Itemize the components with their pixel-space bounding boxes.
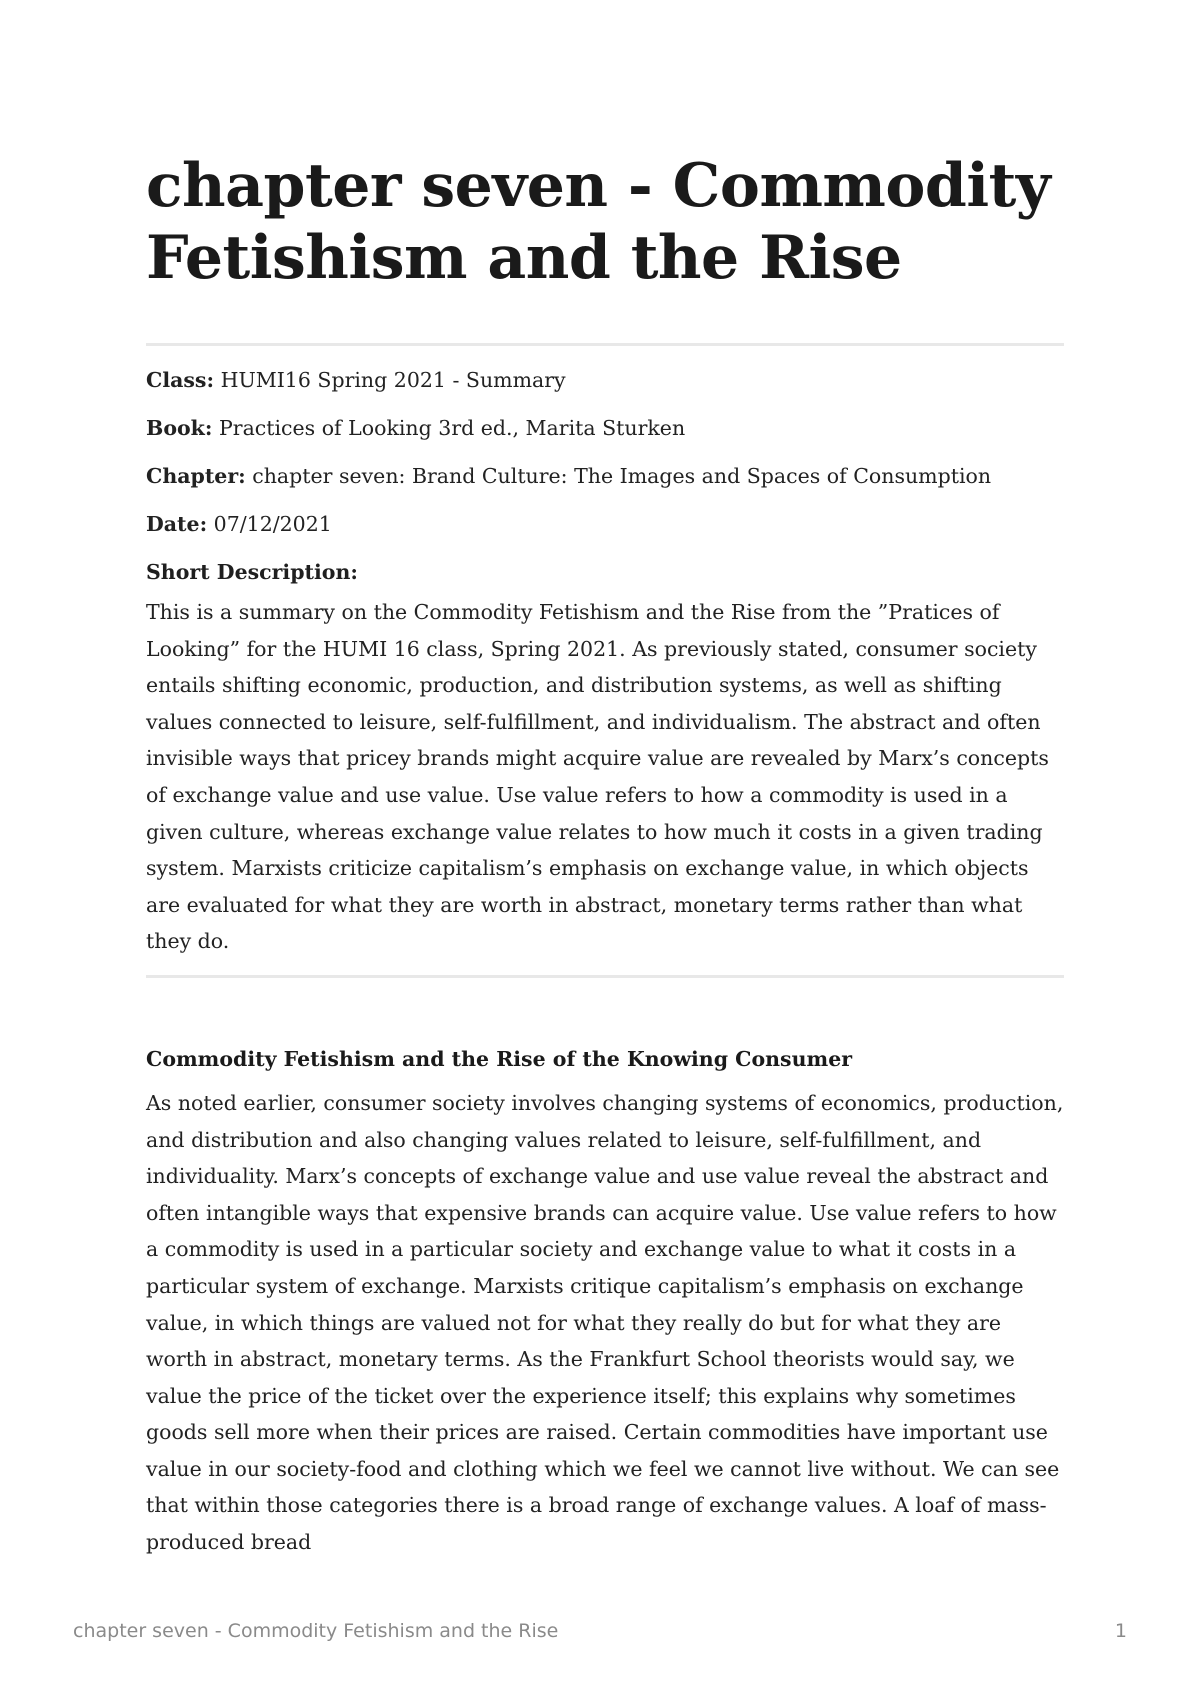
metadata-block	[146, 366, 1064, 960]
meta-date-value: 07/12/2021	[207, 512, 332, 536]
meta-book-value: Practices of Looking 3rd ed., Marita Sturken	[212, 416, 686, 440]
short-description-label: Short Description:	[146, 560, 358, 584]
document-title: chapter seven - Commodity Fetishism and the Rise	[146, 151, 1051, 293]
meta-date-label: Date:	[146, 512, 208, 536]
meta-book-label: Book:	[146, 416, 213, 440]
short-description-text: This is a summary on the Commodity Fetishism and the Rise from the ”Pratices of Looking” for the HUMI 16 class, Spring 2021. As previously stated, consumer society entails shifting economic, production, and distribution systems, as well as shifting values connected to leisure, self-fulfillment, and individualism. The abstract and often invisible ways that pricey brands might acquire value are revealed by Marx’s concepts of exchange value and use value. Use value refers to how a commodity is used in a given culture, whereas exchange value relates to how much it costs in a given trading system. Marxists criticize capitalism’s emphasis on exchange value, in which objects are evaluated for what they are worth in abstract, monetary terms rather than what they do.	[146, 600, 1049, 954]
document-page	[146, 150, 1064, 1561]
footer-title: chapter seven - Commodity Fetishism and the Rise	[73, 1620, 559, 1642]
meta-chapter-value: chapter seven: Brand Culture: The Images and Spaces of Consumption	[245, 464, 992, 488]
page-footer	[73, 1620, 1127, 1650]
meta-date	[146, 510, 1064, 538]
divider-top	[146, 343, 1064, 346]
meta-class	[146, 366, 1064, 394]
meta-class-label: Class:	[146, 368, 215, 392]
meta-chapter-label: Chapter:	[146, 464, 246, 488]
meta-class-value: HUMI16 Spring 2021 - Summary	[214, 368, 566, 392]
section-heading: Commodity Fetishism and the Rise of the Knowing Consumer	[146, 1046, 853, 1071]
divider-middle	[146, 975, 1064, 978]
meta-book	[146, 414, 1064, 442]
section-body: As noted earlier, consumer society involves changing systems of economics, production, and distribution and also changing values related to leisure, self-fulfillment, and individuality. Marx’s concepts of exchange value and use value reveal the abstract and often intangible ways that expensive brands can acquire value. Use value refers to how a commodity is used in a particular society and exchange value to what it costs in a particular system of exchange. Marxists critique capitalism’s emphasis on exchange value, in which things are valued not for what they really do but for what they are worth in abstract, monetary terms. As the Frankfurt School theorists would say, we value the price of the ticket over the experience itself; this explains why sometimes goods sell more when their prices are raised. Certain commodities have important use value in our society-food and clothing which we feel we cannot live without. We can see that within those categories there is a broad range of exchange values. A loaf of mass-produced bread	[146, 1090, 1064, 1555]
footer-page-number: 1	[1114, 1620, 1127, 1642]
meta-chapter	[146, 462, 1064, 490]
